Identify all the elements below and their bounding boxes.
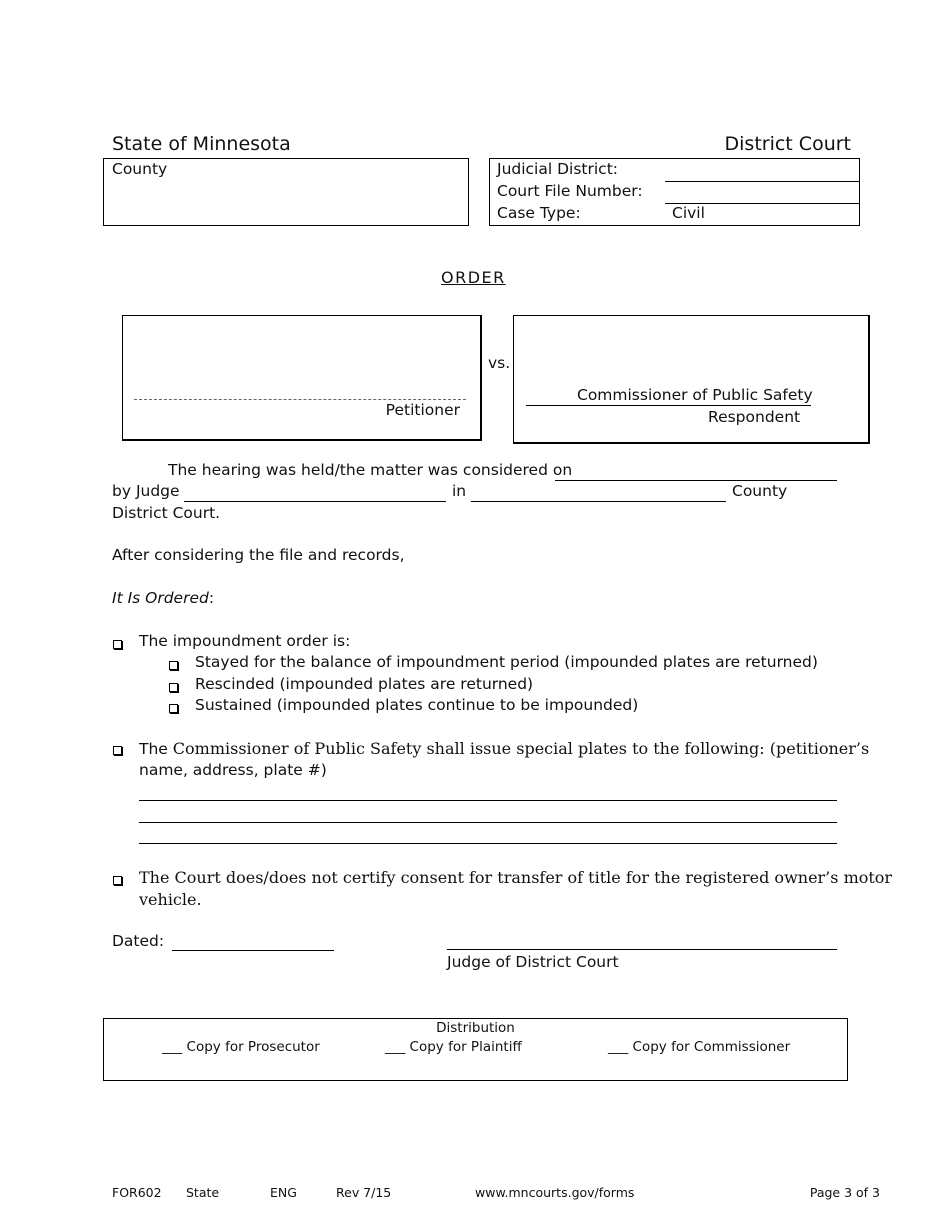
impoundment-checkbox[interactable] [113,640,122,649]
petitioner-label: Petitioner [385,401,460,419]
county-box[interactable] [103,158,469,226]
county-label: County [112,160,168,178]
case-info-box [489,158,860,226]
sustained-text: Sustained (impounded plates continue to be impounded) [195,696,639,714]
impoundment-text: The impoundment order is: [139,632,351,650]
rescinded-checkbox[interactable] [169,683,178,692]
judge-name-line[interactable] [184,501,446,502]
sustained-checkbox[interactable] [169,704,178,713]
special-plates-line1 [139,739,869,758]
court-file-label: Court File Number: [497,182,643,200]
stayed-checkbox[interactable] [169,661,178,670]
transfer-line2: vehicle. [139,890,202,909]
it-is-ordered [112,589,214,607]
distribution-box [103,1018,848,1081]
after-considering-text: After considering the file and records, [112,546,405,564]
by-judge-label: by Judge [112,482,180,500]
special-plates-the: The [139,740,168,758]
district-court-text: District Court. [112,504,221,522]
judge-label: Judge of District Court [447,953,619,971]
plates-line-2[interactable] [139,822,837,823]
footer-revision: Rev 7/15 [336,1185,392,1200]
petitioner-line [134,399,466,400]
versus: vs. [488,354,511,372]
copy-commissioner-blank: ___ [608,1039,629,1055]
copy-commissioner[interactable] [608,1039,790,1055]
special-plates-text: Commissioner of Public Safety shall issue special plates to the following: (petitioner’s [172,739,870,758]
footer-scope: State [186,1185,220,1200]
special-plates-checkbox[interactable] [113,746,122,755]
dated-label: Dated: [112,932,165,950]
order-title: ORDER [441,268,506,287]
in-label: in [452,482,467,500]
copy-plaintiff-label: Copy for Plaintiff [409,1039,522,1055]
rescinded-text: Rescinded (impounded plates are returned) [195,675,534,693]
copy-plaintiff[interactable] [385,1039,522,1055]
petitioner-box[interactable] [122,315,482,441]
dated-line[interactable] [172,950,334,951]
respondent-name: Commissioner of Public Safety [577,386,813,404]
hearing-date-line[interactable] [555,480,837,481]
respondent-box [513,315,870,444]
transfer-line1: The Court does/does not certify consent for transfer of title for the registered owner’s motor [139,868,893,887]
footer-page-number: Page 3 of 3 [809,1185,880,1200]
footer-language: ENG [270,1185,297,1200]
hearing-text: The hearing was held/the matter was considered on [168,461,573,479]
footer-url[interactable]: www.mncourts.gov/forms [475,1185,635,1200]
it-is-ordered-colon: : [208,589,215,607]
copy-commissioner-label: Copy for Commissioner [632,1039,791,1055]
copy-prosecutor-blank: ___ [162,1039,183,1055]
case-type-label: Case Type: [497,204,581,222]
county-name-line[interactable] [471,501,726,502]
judicial-district-label: Judicial District: [497,160,618,178]
respondent-line [526,405,811,406]
stayed-text: Stayed for the balance of impoundment period (impounded plates are returned) [195,653,818,671]
county-word: County [732,482,788,500]
transfer-checkbox[interactable] [113,876,122,885]
distribution-title: Distribution [436,1020,515,1036]
court-heading: District Court [724,133,851,155]
respondent-label: Respondent [708,408,801,426]
plates-line-1[interactable] [139,800,837,801]
footer-form-number: FOR602 [112,1185,162,1200]
judge-signature-line[interactable] [447,949,837,950]
special-plates-line2: name, address, plate #) [139,761,327,779]
it-is-ordered-text: It Is Ordered [112,589,209,607]
case-type-value: Civil [672,204,705,222]
plates-line-3[interactable] [139,843,837,844]
copy-plaintiff-blank: ___ [385,1039,406,1055]
judicial-district-line[interactable] [665,181,859,182]
copy-prosecutor[interactable] [162,1039,320,1055]
copy-prosecutor-label: Copy for Prosecutor [186,1039,320,1055]
state-heading: State of Minnesota [112,133,291,155]
